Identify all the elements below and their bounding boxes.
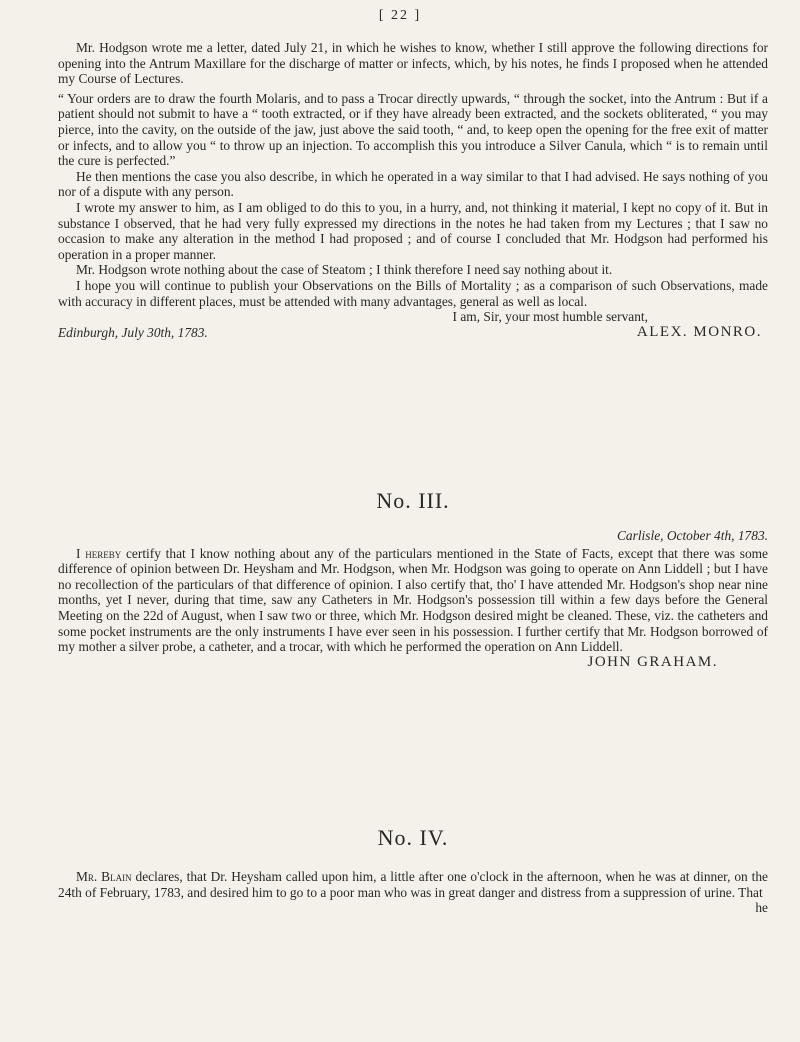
- paragraph: I hope you will continue to publish your Observations on the Bills of Mortality ; as a comparison of such Observations, made with accuracy in different places, must be attended with many advantages, general as well as local.: [58, 277, 768, 309]
- declaration-text: [58, 869, 768, 900]
- paragraph: He then mentions the case you also describe, in which he operated in a way similar to that I had advised. He says nothing of you nor of a dispute with any person.: [58, 168, 768, 200]
- place-date: Edinburgh, July 30th, 1783.: [58, 324, 208, 340]
- section-no-iv: [58, 825, 768, 916]
- place-date: Carlisle, October 4th, 1783.: [616, 528, 768, 543]
- lead-words: Mr. Blain: [76, 869, 132, 884]
- section-heading: No. III.: [376, 488, 450, 513]
- signature: ALEX. MONRO.: [636, 323, 762, 340]
- letter-monro: [58, 40, 768, 340]
- catchword: he: [755, 900, 768, 916]
- paragraph: I wrote my answer to him, as I am obliged to do this to you, in a hurry, and, not thinking it material, I kept no copy of it. But in substance I observed, that he had very fully expressed my directions in the notes he had taken from my Lectures ; that I saw no occasion to make any alteration in the method I had proposed ; and of course I concluded that Mr. Hodgson had performed his operation in a proper manner.: [58, 199, 768, 262]
- quoted-directions: “ Your orders are to draw the fourth Molaris, and to pass a Trocar directly upwards, “ through the socket, into the Antrum : But if a patient should not submit to have a “ tooth extracted, or if they have already been extracted, and the sockets obliterated, “ you may pierce, into the cavity, on the outside of the jaw, just above the said tooth, “ and, to keep open the opening for the free exit of matter or infects, and to allow you “ to throw up an injection. To accomplish this you introduce a Silver Canula, which “ is to remain until the cure is perfected.”: [58, 90, 768, 169]
- paragraph: Mr. Hodgson wrote nothing about the case of Steatom ; I think therefore I need say nothing about it.: [76, 262, 613, 278]
- lead-words: I hereby: [76, 545, 122, 561]
- signature-row: [58, 325, 768, 341]
- certificate-text: [58, 546, 768, 655]
- paragraph: Mr. Hodgson wrote me a letter, dated July 21, in which he wishes to know, whether I still approve the following directions for opening into the Antrum Maxillare for the discharge of matter or infects, which, by his notes, he finds I proposed when he attended my Course of Lectures.: [58, 40, 768, 87]
- declaration-body: declares, that Dr. Heysham called upon him, a little after one o'clock in the afternoon, when he was at dinner, on the 24th of February, 1783, and desired him to go to a poor man who was in great danger and distress from a suppression of urine. That: [58, 869, 769, 900]
- page-number: [ 22 ]: [378, 8, 422, 23]
- section-no-iii: [58, 488, 768, 670]
- signature: JOHN GRAHAM.: [587, 653, 718, 670]
- closing-line: I am, Sir, your most humble servant,: [452, 309, 648, 325]
- section-heading: No. IV.: [377, 825, 449, 850]
- certificate-body: certify that I know nothing about any of the particulars mentioned in the State of Facts, except that there was some difference of opinion between Dr. Heysham and Mr. Hodgson, when Mr. Hodgson was going to operate on Ann Liddell ; but I have no recollection of the particulars of that difference of opinion. I also certify that, tho' I have attended Mr. Hodgson's shop near nine months, yet I never, during that time, saw any Catheters in Mr. Hodgson's possession till within a few days before the General Meeting on the 22d of August, when I saw two or three, which Mr. Hodgson desired might be cleaned. These, viz. the catheters and some pocket instruments are the only instruments I have ever seen in his possession. I further certify that Mr. Hodgson borrowed of my mother a silver probe, a catheter, and a trocar, with which he performed the operation on Ann Liddell.: [58, 545, 768, 655]
